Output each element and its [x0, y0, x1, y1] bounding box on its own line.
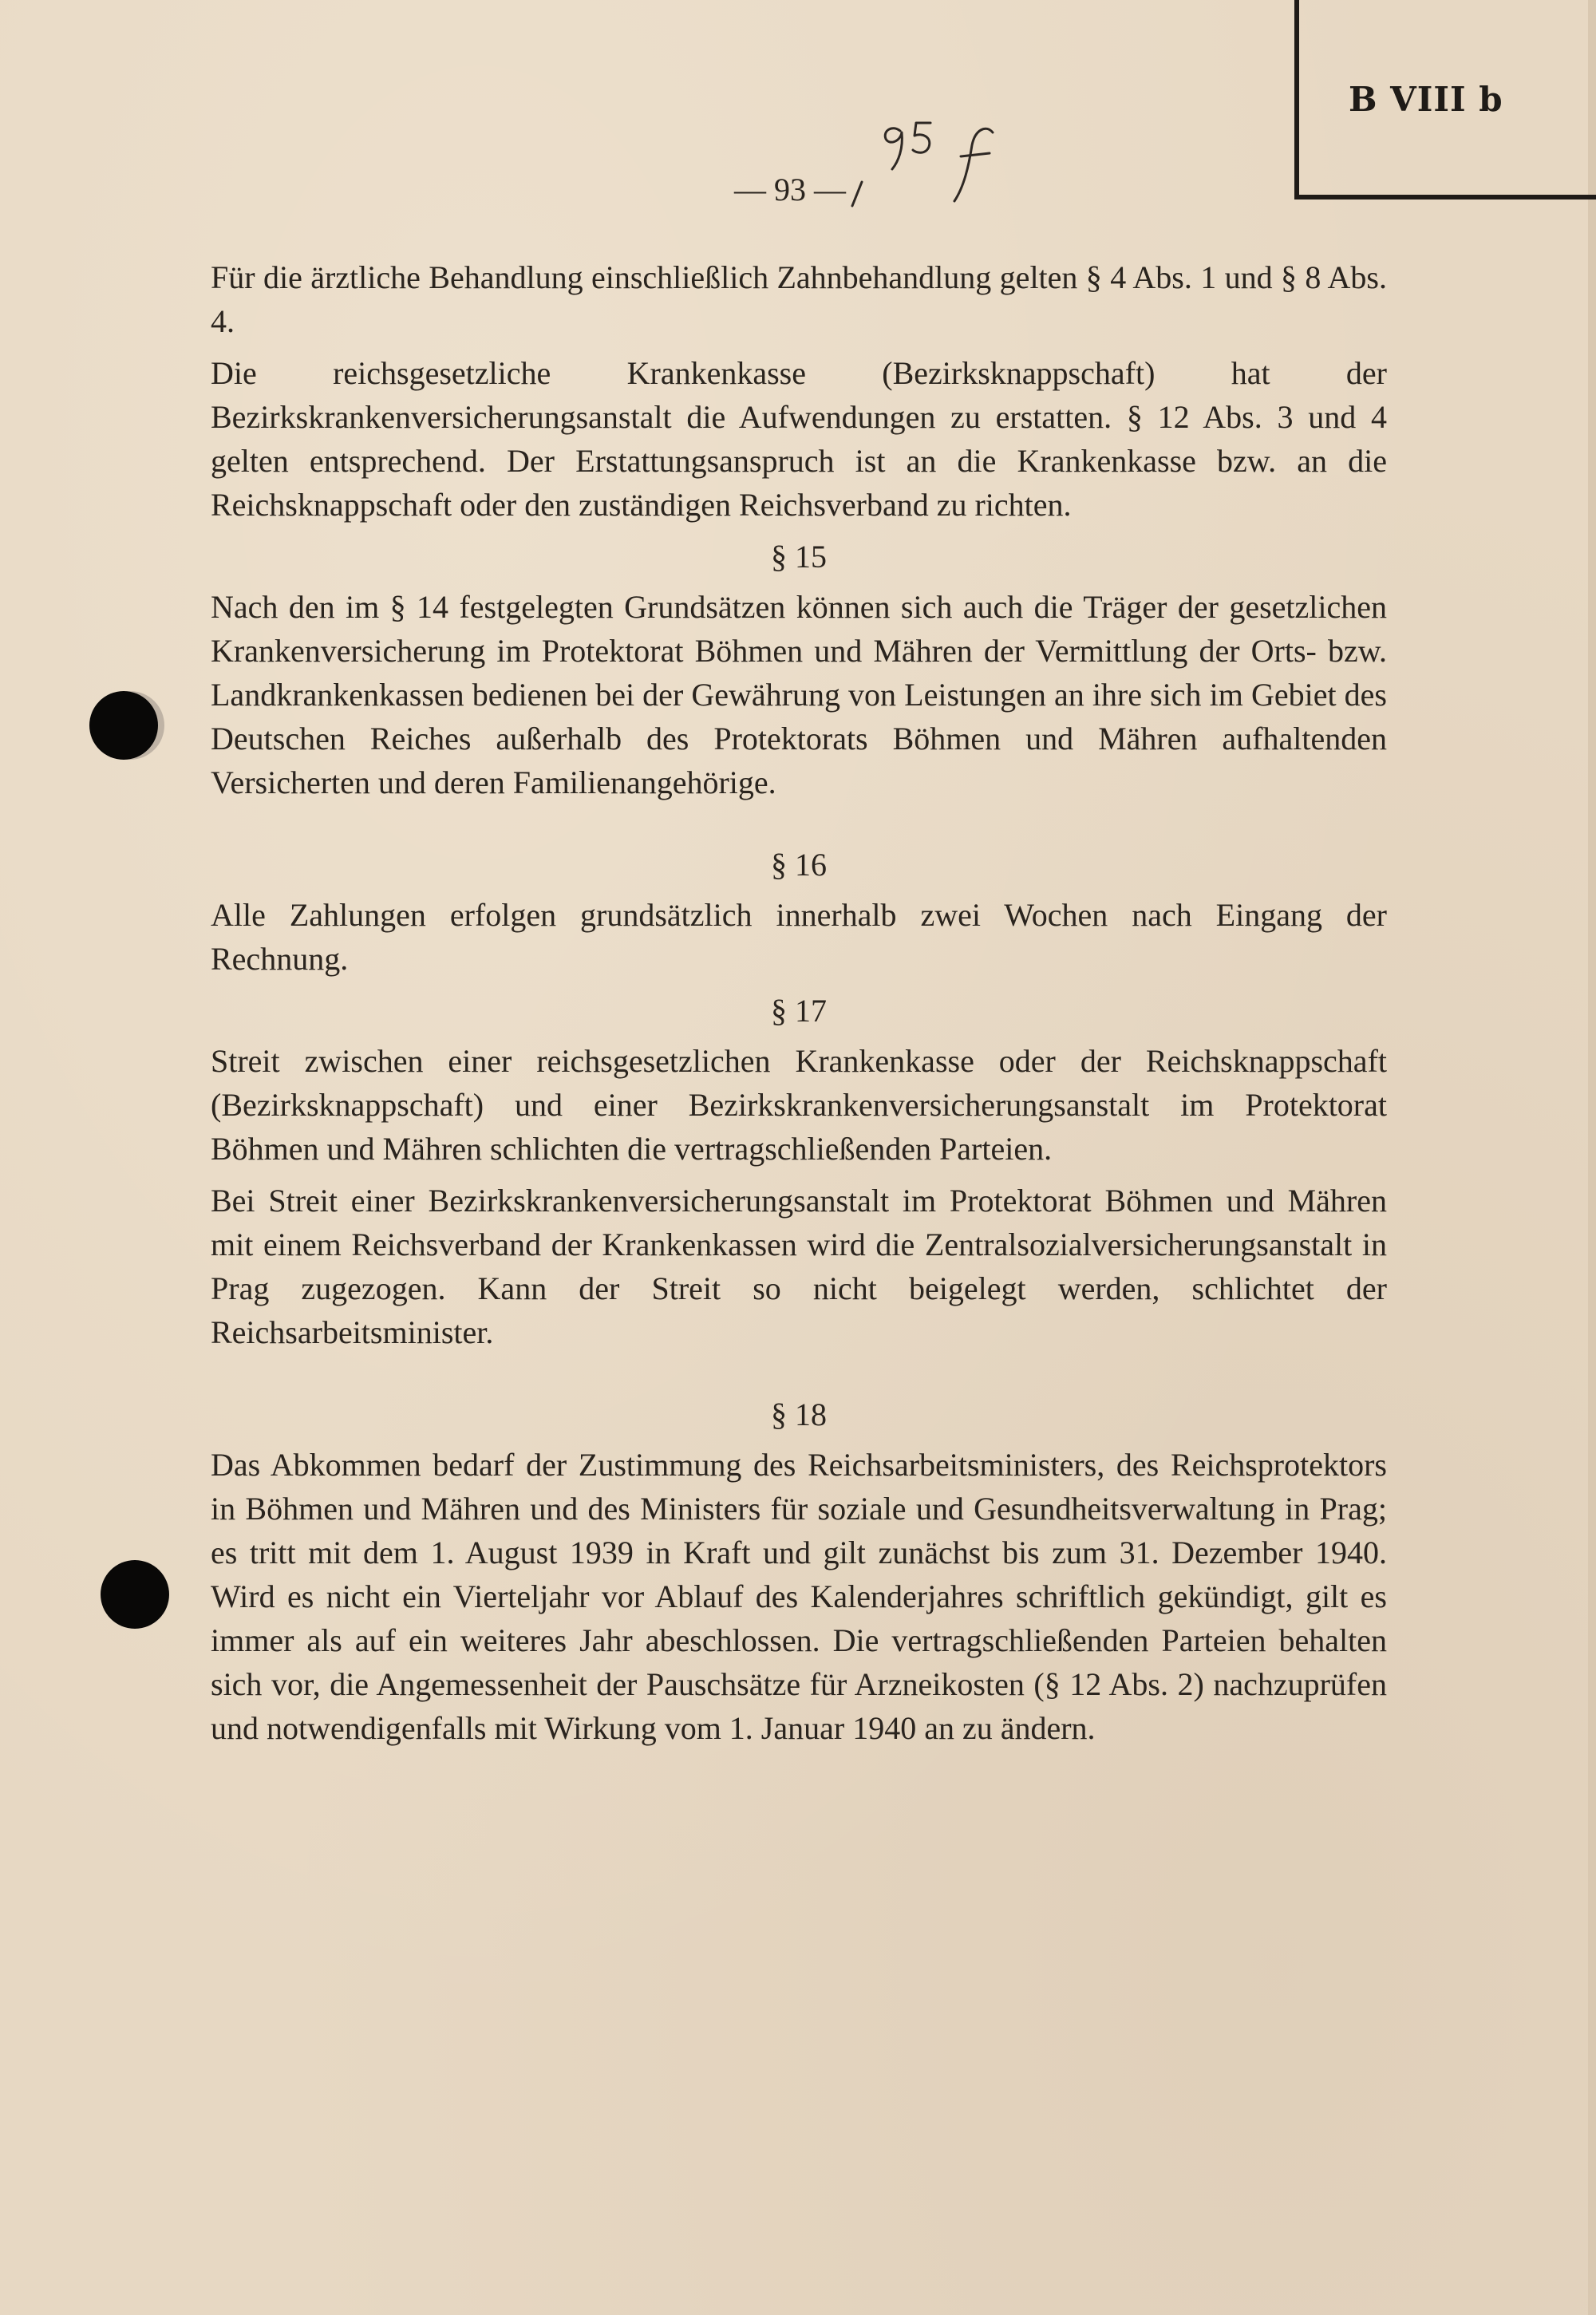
section-heading: § 17 — [771, 993, 827, 1029]
paragraph: Streit zwischen einer reichsgesetzlichen Krankenkasse oder der Reichsknappschaft (Bezirksknappschaft) und einer Bezirkskrankenversicherungsanstalt im Protektorat Böhmen und Mähren schlichten die vertragschließenden Parteien. — [211, 1043, 1387, 1167]
section-heading: § 18 — [771, 1397, 827, 1432]
spacer — [211, 1362, 1387, 1385]
spacer — [211, 812, 1387, 835]
paragraph: Bei Streit einer Bezirkskrankenversicherungsanstalt im Protektorat Böhmen und Mähren mit einem Reichsverband der Krankenkassen wird die Zentralsozialversicherungsanstalt in Prag zugezogen. Kann der Streit so nicht beigelegt werden, schlichtet der Reichsarbeitsminister. — [211, 1183, 1387, 1350]
archive-reference-label: B VIII b — [1349, 80, 1503, 119]
paper-edge — [1588, 0, 1596, 2315]
punch-hole-bottom — [101, 1560, 169, 1629]
paragraph: Nach den im § 14 festgelegten Grundsätzen können sich auch die Träger der gesetzlichen Krankenversicherung im Protektorat Böhmen und Mähren der Vermittlung der Orts- bzw. Landkrankenkassen bedienen bei der Gewährung von Leistungen an ihre sich im Gebiet des Deutschen Reiches außerhalb des Protektorats Böhmen und Mähren aufhaltenden Versicherten und deren Familienangehörige. — [211, 589, 1387, 800]
section-heading: § 16 — [771, 847, 827, 883]
paragraph: Für die ärztliche Behandlung einschließlich Zahnbehandlung gelten § 4 Abs. 1 und § 8 Abs. 4. — [211, 259, 1387, 339]
section-heading: § 15 — [771, 539, 827, 575]
paragraph: Das Abkommen bedarf der Zustimmung des Reichsarbeitsministers, des Reichsprotektors in Böhmen und Mähren und des Ministers für soziale und Gesundheitsverwaltung in Prag; es tritt mit dem 1. August 1939 in Kraft und gilt zunächst bis zum 31. Dezember 1940. Wird es nicht ein Vierteljahr vor Ablauf des Kalenderjahres schriftlich gekündigt, gilt es immer als auf ein weiteres Jahr abeschlossen. Die vertragschließenden Parteien behalten sich vor, die Angemessenheit der Pauschsätze für Arzneikosten (§ 12 Abs. 2) nachzuprüfen und notwendigenfalls mit Wirkung vom 1. Januar 1940 an zu ändern. — [211, 1447, 1387, 1746]
handwritten-folio-note — [830, 104, 1037, 207]
archive-reference-box — [1294, 0, 1596, 200]
body-text — [211, 255, 1387, 1758]
page-number: — 93 — — [734, 172, 846, 207]
paragraph: Die reichsgesetzliche Krankenkasse (Bezirksknappschaft) hat der Bezirkskrankenversicherungsanstalt die Aufwendungen zu erstatten. § 12 Abs. 3 und 4 gelten entsprechend. Der Erstattungsanspruch ist an die Krankenkasse bzw. an die Reichsknappschaft oder den zuständigen Reichsverband zu richten. — [211, 355, 1387, 523]
punch-hole-top — [89, 691, 158, 760]
paragraph: Alle Zahlungen erfolgen grundsätzlich innerhalb zwei Wochen nach Eingang der Rechnung. — [211, 897, 1387, 977]
